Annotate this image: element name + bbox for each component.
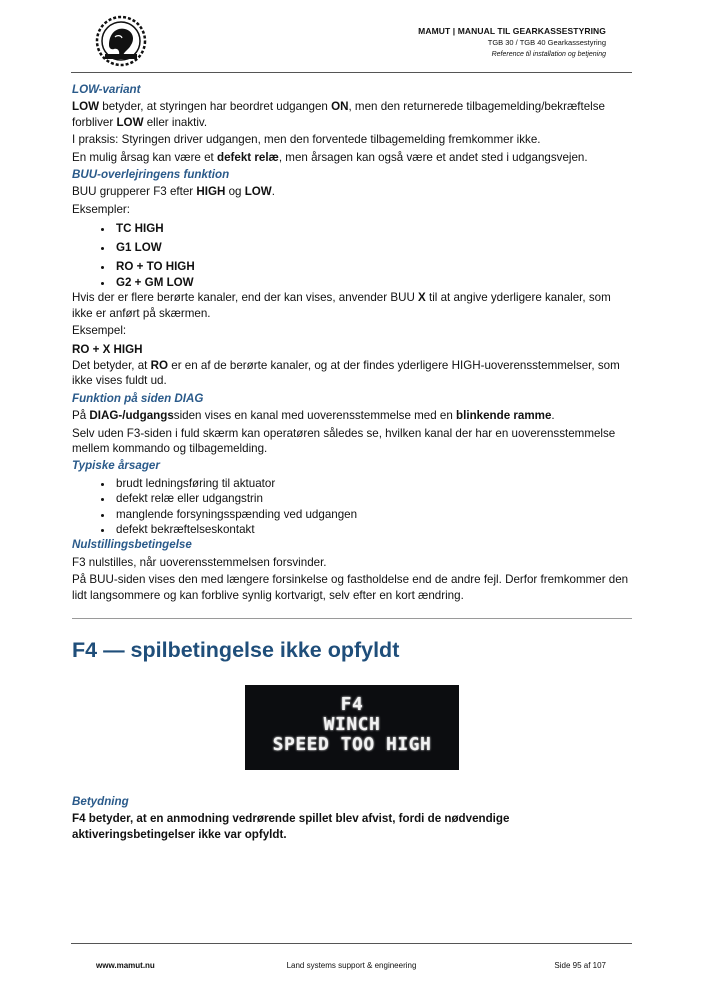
diag-paragraph-1: På DIAG-/udgangssiden vises en kanal med uoverensstemmelse med en blinkende ramme. [72, 409, 555, 423]
list-item: • brudt ledningsføring til aktuator [114, 476, 632, 491]
f4-display-image [245, 685, 459, 770]
list-item: • manglende forsyningsspænding ved udgangen [114, 507, 632, 522]
header-subtitle: TGB 30 / TGB 40 Gearkassestyring [487, 38, 606, 47]
header-title: MAMUT | MANUAL TIL GEARKASSESTYRING [418, 26, 606, 36]
diag-heading: Funktion på siden DIAG [72, 391, 204, 405]
low-variant-paragraph-2: I praksis: Styringen driver udgangen, men den forventede tilbagemelding fremkommer ikke. [72, 133, 541, 147]
example-value: RO + X HIGH [72, 343, 143, 357]
low-variant-heading: LOW-variant [72, 83, 141, 96]
footer-website: www.mamut.nu [96, 961, 155, 970]
display-line-message: SPEED TOO HIGH [272, 733, 432, 755]
list-item: • defekt relæ eller udgangstrin [114, 491, 632, 506]
list-item: • G2 + GM LOW [114, 276, 632, 290]
page-header [418, 25, 606, 61]
f4-section-title: F4 — spilbetingelse ikke opfyldt [72, 637, 400, 662]
header-divider [71, 72, 632, 73]
low-variant-paragraph-1: LOW betyder, at styringen har beordret udgangen ON, men den returnerede tilbagemelding/bekræftelse forbliver LOW eller inaktiv. [72, 100, 605, 129]
mamut-logo [95, 15, 147, 67]
header-reference: Reference til installation og betjening [491, 51, 606, 58]
reset-heading: Nulstillingsbetingelse [72, 538, 192, 552]
footer-page-number: Side 95 af 107 [554, 961, 606, 970]
list-item: • TC HIGH [114, 219, 632, 238]
buu-paragraph-3: Det betyder, at RO er en af de berørte kanaler, og at der findes yderligere HIGH-uoverensstemmelser, som ikke vises fuldt ud. [72, 358, 620, 388]
diag-paragraph-2: Selv uden F3-siden i fuld skærm kan operatøren således se, hvilken kanal der har en uoverensstemmelse mellem kommando og tilbagemelding. [72, 426, 616, 455]
list-item: • G1 LOW [114, 238, 632, 257]
footer-divider [71, 943, 632, 944]
page-content [72, 82, 632, 844]
display-line-device: WINCH [323, 713, 381, 735]
reset-paragraph-1: F3 nulstilles, når uoverensstemmelsen forsvinder. [72, 555, 327, 569]
buu-paragraph-1: BUU grupperer F3 efter HIGH og LOW. [72, 185, 275, 199]
causes-list [72, 476, 632, 538]
buu-heading: BUU-overlejringens funktion [72, 168, 230, 182]
meaning-paragraph: F4 betyder, at en anmodning vedrørende spillet blev afvist, fordi de nødvendige aktiveringsbetingelser ikke var opfyldt. [72, 812, 510, 841]
examples-list [72, 219, 632, 290]
low-variant-paragraph-3: En mulig årsag kan være et defekt relæ, men årsagen kan også være et andet sted i udgangsvejen. [72, 150, 588, 164]
buu-paragraph-2: Hvis der er flere berørte kanaler, end der kan vises, anvender BUU X til at angive yderligere kanaler, som ikke er anført på skærmen. [72, 291, 611, 320]
list-item: • defekt bekræftelseskontakt [114, 522, 632, 537]
reset-paragraph-2: På BUU-siden vises den med længere forsinkelse og fastholdelse end de andre fejl. Derfor fremkommer den lidt langsommere og kan forblive synlig kortvarigt, selv efter en kort ændring. [72, 573, 629, 602]
section-divider [72, 618, 632, 619]
meaning-heading: Betydning [72, 794, 129, 808]
example-label: Eksempel: [72, 324, 127, 338]
footer-tagline: Land systems support & engineering [286, 961, 417, 970]
examples-label: Eksempler: [72, 202, 130, 216]
list-item: • RO + TO HIGH [114, 257, 632, 276]
display-line-code: F4 [340, 693, 364, 715]
causes-heading: Typiske årsager [72, 459, 160, 473]
